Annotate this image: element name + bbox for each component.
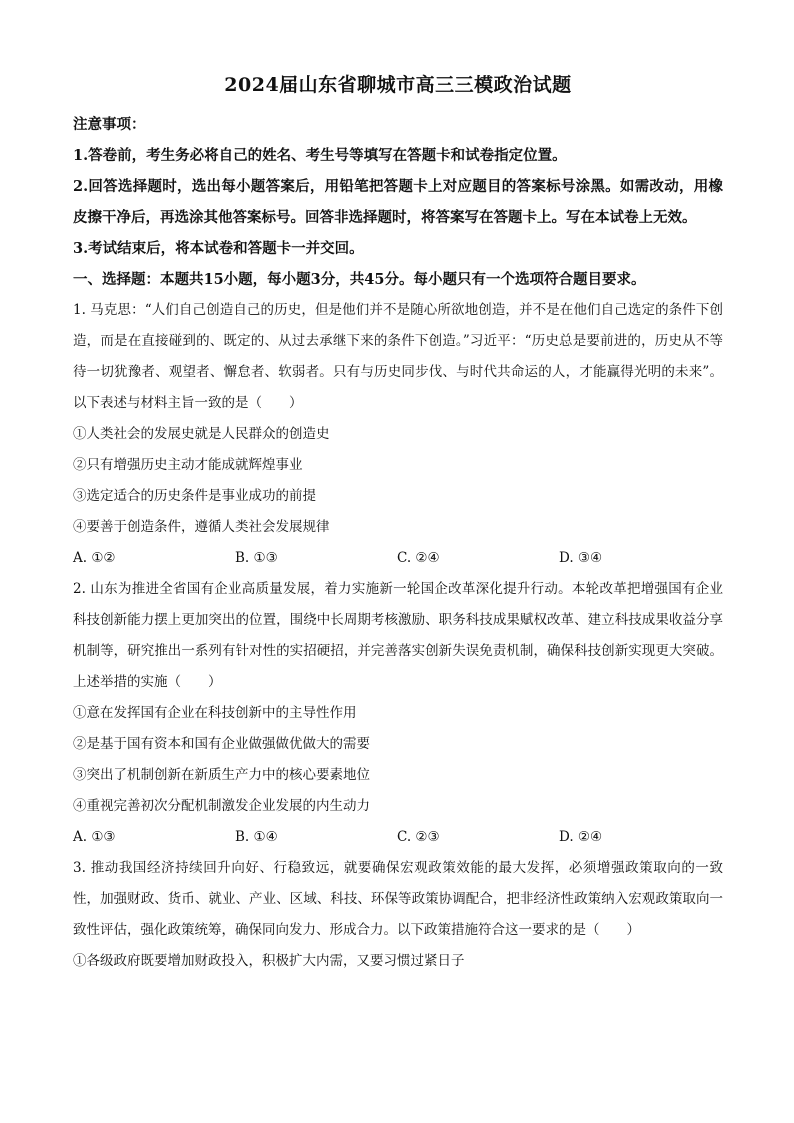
note-item: 3.考试结束后，将本试卷和答题卡一并交回。 (73, 240, 364, 257)
statement-option: ①各级政府既要增加财政投入，积极扩大内需，又要习惯过紧日子 (73, 953, 465, 969)
notes-heading: 注意事项： (73, 116, 146, 133)
statement-option: ②是基于国有资本和国有企业做强做优做大的需要 (73, 736, 370, 752)
statement-option: ①意在发挥国有企业在科技创新中的主导性作用 (73, 705, 357, 721)
choice-a: A. ①② (73, 550, 116, 566)
question-stem: 3. 推动我国经济持续回升向好、行稳致远，就要确保宏观政策效能的最大发挥，必须增强政策取向的一致性，加强财政、货币、就业、产业、区域、科技、环保等政策协调配合，把非经济性政策纳入宏观政策取向一致性评估，强化政策统筹，确保同向发力、形成合力。以下政策措施符合这一要求的是（ ） (73, 860, 723, 938)
choice-c: C. ②③ (397, 829, 440, 845)
notes-section (73, 109, 723, 264)
answer-choices (73, 822, 723, 853)
choice-c: C. ②④ (397, 550, 440, 566)
question-stem: 2. 山东为推进全省国有企业高质量发展，着力实施新一轮国企改革深化提升行动。本轮改革把增强国有企业科技创新能力摆上更加突出的位置，围绕中长周期考核激励、职务科技成果赋权改革、建立科技成果收益分享机制等，研究推出一系列有针对性的实招硬招，并完善落实创新失误免责机制，确保科技创新实现更大突破。上述举措的实施（ ） (73, 581, 723, 690)
question-1 (73, 295, 723, 574)
choice-d: D. ③④ (559, 550, 603, 566)
statement-option: ④重视完善初次分配机制激发企业发展的内生动力 (73, 798, 370, 814)
choice-b: B. ①④ (235, 829, 278, 845)
choice-a: A. ①③ (73, 829, 116, 845)
choice-d: D. ②④ (559, 829, 603, 845)
statement-option: ②只有增强历史主动才能成就辉煌事业 (73, 457, 303, 473)
note-item: 2.回答选择题时，选出每小题答案后，用铅笔把答题卡上对应题目的答案标号涂黑。如需改动，用橡皮擦干净后，再选涂其他答案标号。回答非选择题时，将答案写在答题卡上。写在本试卷上无效。 (73, 178, 723, 226)
note-item: 1.答卷前，考生务必将自己的姓名、考生号等填写在答题卡和试卷指定位置。 (73, 147, 567, 164)
exam-page (73, 70, 723, 977)
statement-option: ④要善于创造条件，遵循人类社会发展规律 (73, 519, 330, 535)
statement-option: ①人类社会的发展史就是人民群众的创造史 (73, 426, 330, 442)
question-2 (73, 574, 723, 853)
section-heading: 一、选择题：本题共15小题，每小题3分，共45分。每小题只有一个选项符合题目要求。 (73, 271, 646, 288)
page-title: 2024届山东省聊城市高三三模政治试题 (224, 74, 572, 96)
statement-option: ③选定适合的历史条件是事业成功的前提 (73, 488, 316, 504)
choice-b: B. ①③ (235, 550, 278, 566)
question-stem: 1. 马克思：“人们自己创造自己的历史，但是他们并不是随心所欲地创造，并不是在他们自己选定的条件下创造，而是在直接碰到的、既定的、从过去承继下来的条件下创造。”习近平：“历史总是要前进的，历史从不等待一切犹豫者、观望者、懈怠者、软弱者。只有与历史同步伐、与时代共命运的人，才能赢得光明的未来”。以下表述与材料主旨一致的是（ ） (73, 302, 723, 411)
question-3 (73, 853, 723, 977)
statement-option: ③突出了机制创新在新质生产力中的核心要素地位 (73, 767, 370, 783)
answer-choices (73, 543, 723, 574)
